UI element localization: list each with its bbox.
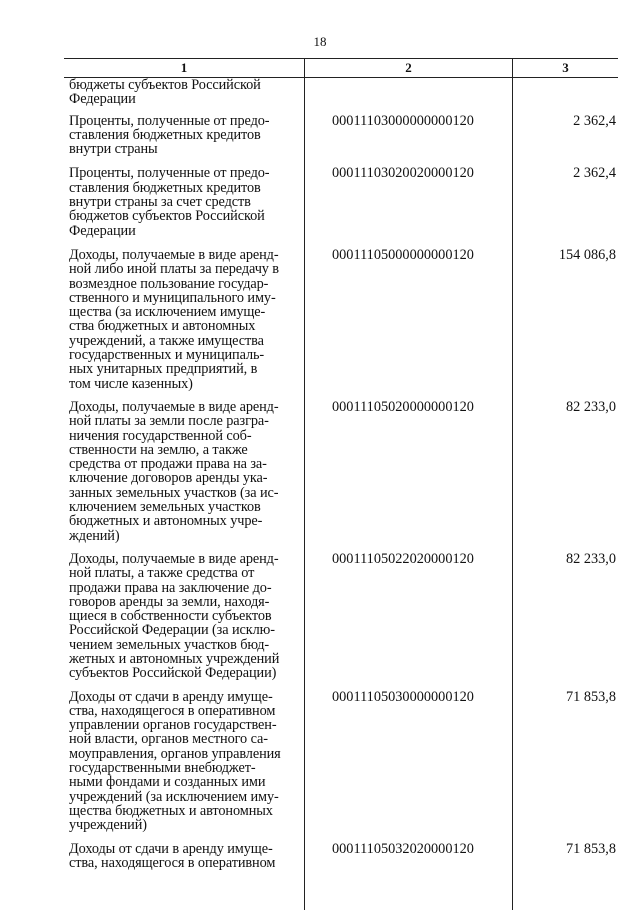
- row-amount: 2 362,4: [573, 165, 616, 182]
- table-body: [64, 78, 618, 870]
- description-line: Федерации: [69, 222, 136, 239]
- description-line: бюджетных и автономных учре-: [69, 513, 263, 530]
- description-line: ной либо иной платы за передачу в: [69, 261, 279, 278]
- column-divider: [304, 78, 305, 910]
- table-row: [64, 842, 618, 871]
- table-row: [64, 552, 618, 681]
- column-header-1: 1: [180, 60, 188, 75]
- description-line: Федерации: [69, 91, 136, 108]
- description-line: учреждений (за исключением иму-: [69, 788, 279, 805]
- row-code: 00011103000000000120: [332, 112, 474, 129]
- description-line: ничения государственной соб-: [69, 427, 252, 444]
- description-line: ставления бюджетных кредитов: [69, 179, 261, 196]
- description-line: ной платы за земли после разгра-: [69, 413, 269, 430]
- table-row: [64, 400, 618, 543]
- description-line: ных унитарных предприятий, в: [69, 361, 258, 378]
- description-line: учреждений): [69, 817, 147, 834]
- description-line: Российской Федерации (за исклю-: [69, 622, 275, 639]
- description-line: возмездное пользование государ-: [69, 275, 269, 292]
- description-line: управлении органов государствен-: [69, 717, 277, 734]
- table-row: [64, 78, 618, 107]
- description-line: Доходы от сдачи в аренду имуще-: [69, 840, 273, 857]
- column-header-2: 2: [304, 59, 512, 77]
- description-line: средства от продажи права на за-: [69, 456, 267, 473]
- description-line: ключение договоров аренды ука-: [69, 470, 268, 487]
- page-number: 18: [313, 34, 327, 49]
- description-line: Доходы, получаемые в виде аренд-: [69, 246, 279, 263]
- description-line: государственными внебюджет-: [69, 760, 256, 777]
- description-line: ной власти, органов местного са-: [69, 731, 268, 748]
- row-amount: 71 853,8: [565, 688, 616, 705]
- row-description: [64, 166, 304, 237]
- description-line: Доходы, получаемые в виде аренд-: [69, 550, 279, 567]
- row-code: 00011105022020000120: [332, 550, 474, 567]
- row-code: 00011105032020000120: [332, 840, 474, 857]
- row-amount: 71 853,8: [565, 840, 616, 857]
- description-line: ства, находящегося в оперативном: [69, 702, 276, 719]
- description-line: моуправления, органов управления: [69, 745, 281, 762]
- table-row: [64, 248, 618, 391]
- description-line: жетных и автономных учреждений: [69, 650, 280, 667]
- row-code: 00011103020020000120: [332, 165, 474, 182]
- description-line: государственных и муниципаль-: [69, 347, 265, 364]
- row-description: [64, 690, 304, 833]
- row-amount: 82 233,0: [565, 398, 616, 415]
- description-line: том числе казенных): [69, 375, 193, 392]
- description-line: щества (за исключением имуще-: [69, 304, 266, 321]
- description-line: ной платы, а также средства от: [69, 565, 255, 582]
- description-line: бюджетов субъектов Российской: [69, 208, 265, 225]
- description-line: внутри страны: [69, 141, 158, 158]
- row-code: 00011105000000000120: [332, 246, 474, 263]
- row-description: [64, 248, 304, 391]
- row-code: [304, 78, 512, 107]
- description-line: Доходы, получаемые в виде аренд-: [69, 398, 279, 415]
- description-line: ственного и муниципального иму-: [69, 289, 276, 306]
- table-row: [64, 166, 618, 237]
- description-line: продажи права на заключение до-: [69, 579, 272, 596]
- description-line: субъектов Российской Федерации): [69, 665, 277, 682]
- description-line: щества бюджетных и автономных: [69, 802, 273, 819]
- description-line: внутри страны за счет средств: [69, 194, 251, 211]
- description-line: говоров аренды за земли, находя-: [69, 593, 270, 610]
- budget-table: [64, 58, 618, 870]
- row-code: 00011105020000000120: [332, 398, 474, 415]
- description-line: Проценты, полученные от предо-: [69, 165, 270, 182]
- description-line: Доходы от сдачи в аренду имуще-: [69, 688, 273, 705]
- description-line: бюджеты субъектов Российской: [69, 77, 261, 93]
- description-line: ства, находящегося в оперативном: [69, 854, 276, 871]
- description-line: ными фондами и созданных ими: [69, 774, 266, 791]
- row-description: [64, 842, 304, 871]
- row-amount: [512, 78, 618, 107]
- row-amount: 154 086,8: [558, 246, 616, 263]
- description-line: чением земельных участков бюд-: [69, 636, 270, 653]
- row-amount: 2 362,4: [573, 112, 616, 129]
- table-row: [64, 690, 618, 833]
- description-line: занных земельных участков (за ис-: [69, 484, 279, 501]
- description-line: ключением земельных участков: [69, 499, 261, 516]
- description-line: Проценты, полученные от предо-: [69, 112, 270, 129]
- row-description: [64, 78, 304, 107]
- row-code: 00011105030000000120: [332, 688, 474, 705]
- description-line: ства бюджетных и автономных: [69, 318, 256, 335]
- table-row: [64, 114, 618, 157]
- description-line: учреждений, а также имущества: [69, 332, 264, 349]
- description-line: ждений): [69, 527, 120, 544]
- row-description: [64, 400, 304, 543]
- column-divider: [512, 78, 513, 910]
- description-line: ставления бюджетных кредитов: [69, 126, 261, 143]
- row-description: [64, 114, 304, 157]
- description-line: ственности на землю, а также: [69, 441, 248, 458]
- description-line: щиеся в собственности субъектов: [69, 608, 272, 625]
- table-header: [64, 58, 618, 78]
- row-amount: 82 233,0: [565, 550, 616, 567]
- row-description: [64, 552, 304, 681]
- column-header-3: 3: [512, 59, 618, 77]
